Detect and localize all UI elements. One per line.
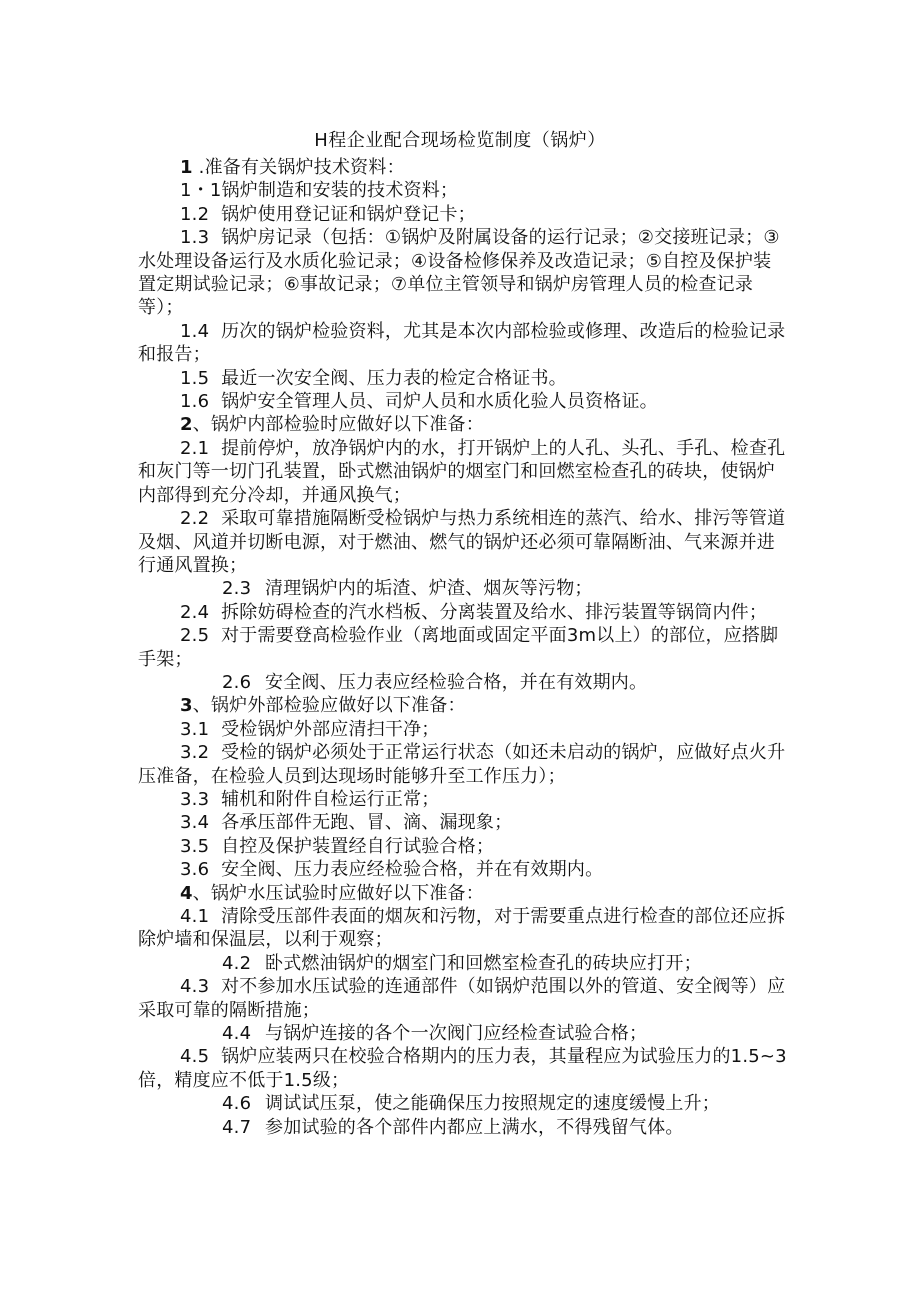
list-item <box>138 718 788 741</box>
item-label: 3.1 <box>180 718 210 740</box>
item-text: 锅炉制造和安装的技术资料； <box>221 180 459 202</box>
item-label: 4.5 <box>180 1046 210 1068</box>
list-item <box>138 367 788 390</box>
section-heading-text: 、锅炉外部检验应做好以下准备： <box>192 695 466 717</box>
item-text: 安全阀、压力表应经检验合格，并在有效期内。 <box>265 671 648 693</box>
list-item <box>138 835 788 858</box>
section-heading <box>138 694 788 717</box>
list-item <box>138 1116 788 1139</box>
list-item <box>138 226 788 320</box>
item-label: 4.3 <box>180 976 210 998</box>
item-label: 4.2 <box>222 952 252 974</box>
item-text: 历次的锅炉检验资料，尤其是本次内部检验或修理、改造后的检验记录和报告； <box>138 320 786 366</box>
item-label: 4.6 <box>222 1093 252 1115</box>
item-label: 1・1 <box>180 180 222 202</box>
item-text: 对不参加水压试验的连通部件（如锅炉范围以外的管道、安全阀等）应采取可靠的隔断措施； <box>138 976 786 1021</box>
item-text: 锅炉安全管理人员、司炉人员和水质化验人员资格证。 <box>221 391 658 413</box>
item-text: 拆除妨碍检查的汽水档板、分离装置及给水、排污装置等锅筒内件； <box>221 601 768 623</box>
list-item <box>138 390 788 413</box>
item-text: 自控及保护装置经自行试验合格； <box>221 835 495 857</box>
item-label: 3.4 <box>180 812 210 834</box>
list-item <box>138 624 788 671</box>
item-label: 1.2 <box>180 203 210 225</box>
item-label: 2.2 <box>180 508 210 530</box>
item-label: 2.5 <box>180 625 210 647</box>
list-item <box>138 601 788 624</box>
item-text: 受检锅炉外部应清扫干净； <box>221 718 440 740</box>
list-item <box>138 203 788 226</box>
section-number: 4 <box>180 882 193 904</box>
list-item <box>138 577 788 600</box>
section-heading <box>138 882 788 905</box>
section-heading-text: 、锅炉内部检验时应做好以下准备： <box>192 414 484 436</box>
item-text: 采取可靠措施隔断受检锅炉与热力系统相连的蒸汽、给水、排污等管道及烟、风道并切断电源，对于燃油、燃气的锅炉还必须可靠隔断油、气来源并进行通风置换； <box>138 508 786 576</box>
item-label: 2.3 <box>222 578 252 600</box>
list-item <box>138 671 788 694</box>
item-text: 参加试验的各个部件内都应上满水，不得残留气体。 <box>265 1116 684 1138</box>
item-label: 3.2 <box>180 742 210 764</box>
list-item <box>138 437 788 507</box>
item-text: 锅炉应装两只在校验合格期内的压力表，其量程应为试验压力的1.5~3倍，精度应不低于1.5级； <box>138 1046 787 1091</box>
section-heading <box>138 413 788 436</box>
item-label: 2.4 <box>180 601 210 623</box>
item-text: 调试试压泵，使之能确保压力按照规定的速度缓慢上升； <box>265 1093 720 1115</box>
item-text: 对于需要登高检验作业（离地面或固定平面3m以上）的部位，应搭脚手架； <box>138 625 779 670</box>
list-item <box>138 811 788 834</box>
item-text: 各承压部件无跑、冒、滴、漏现象； <box>221 812 513 834</box>
list-item <box>138 1045 788 1092</box>
item-text: 卧式燃油锅炉的烟室门和回燃室检查孔的砖块应打开； <box>265 952 702 974</box>
document-body <box>138 156 788 1139</box>
item-label: 4.4 <box>222 1023 252 1045</box>
list-item <box>138 1092 788 1115</box>
item-text: 清理锅炉内的垢渣、炉渣、烟灰等污物； <box>265 578 593 600</box>
list-item <box>138 975 788 1022</box>
item-text: 锅炉房记录（包括：①锅炉及附属设备的运行记录；②交接班记录；③水处理设备运行及水质化验记录；④设备检修保养及改造记录；⑤自控及保护装置定期试验记录；⑥事故记录；⑦单位主管领导和锅炉房管理人员的检查记录等）； <box>138 227 780 319</box>
item-text: 与锅炉连接的各个一次阀门应经检查试验合格； <box>265 1023 648 1045</box>
list-item <box>138 1022 788 1045</box>
section-heading <box>138 156 788 179</box>
list-item <box>138 788 788 811</box>
item-text: 受检的锅炉必须处于正常运行状态（如还未启动的锅炉，应做好点火升压准备，在检验人员到达现场时能够升至工作压力）； <box>138 742 786 787</box>
section-number: 1 <box>180 157 193 178</box>
list-item <box>138 741 788 788</box>
item-label: 3.5 <box>180 835 210 857</box>
item-text: 辅机和附件自检运行正常； <box>221 788 440 810</box>
list-item <box>138 952 788 975</box>
item-label: 3.3 <box>180 788 210 810</box>
item-label: 3.6 <box>180 859 210 881</box>
item-label: 1.4 <box>180 320 210 342</box>
section-number: 3 <box>180 695 193 717</box>
section-heading-text: 、锅炉水压试验时应做好以下准备： <box>192 882 484 904</box>
item-label: 1.6 <box>180 391 210 413</box>
item-label: 4.7 <box>222 1116 252 1138</box>
document-title: H程企业配合现场检览制度（锅炉） <box>314 130 606 151</box>
list-item <box>138 507 788 577</box>
item-label: 4.1 <box>180 906 210 927</box>
item-label: 1.3 <box>180 227 210 249</box>
section-number: 2 <box>180 414 193 436</box>
item-text: 安全阀、压力表应经检验合格，并在有效期内。 <box>221 859 604 881</box>
item-label: 2.6 <box>222 671 252 693</box>
item-text: 锅炉使用登记证和锅炉登记卡； <box>221 203 476 225</box>
list-item <box>138 905 788 952</box>
item-text: 提前停炉，放净锅炉内的水，打开锅炉上的人孔、头孔、手孔、检查孔和灰门等一切门孔装置，卧式燃油锅炉的烟室门和回燃室检查孔的砖块，使锅炉内部得到充分冷却，并通风换气； <box>138 437 786 506</box>
item-text: 清除受压部件表面的烟灰和污物，对于需要重点进行检查的部位还应拆除炉墙和保温层，以利于观察； <box>138 906 786 951</box>
section-heading-text: .准备有关锅炉技术资料： <box>192 157 405 178</box>
item-text: 最近一次安全阀、压力表的检定合格证书。 <box>221 367 567 389</box>
list-item <box>138 320 788 367</box>
item-label: 2.1 <box>180 437 210 459</box>
list-item <box>138 858 788 881</box>
item-label: 1.5 <box>180 367 210 389</box>
list-item <box>138 179 788 202</box>
